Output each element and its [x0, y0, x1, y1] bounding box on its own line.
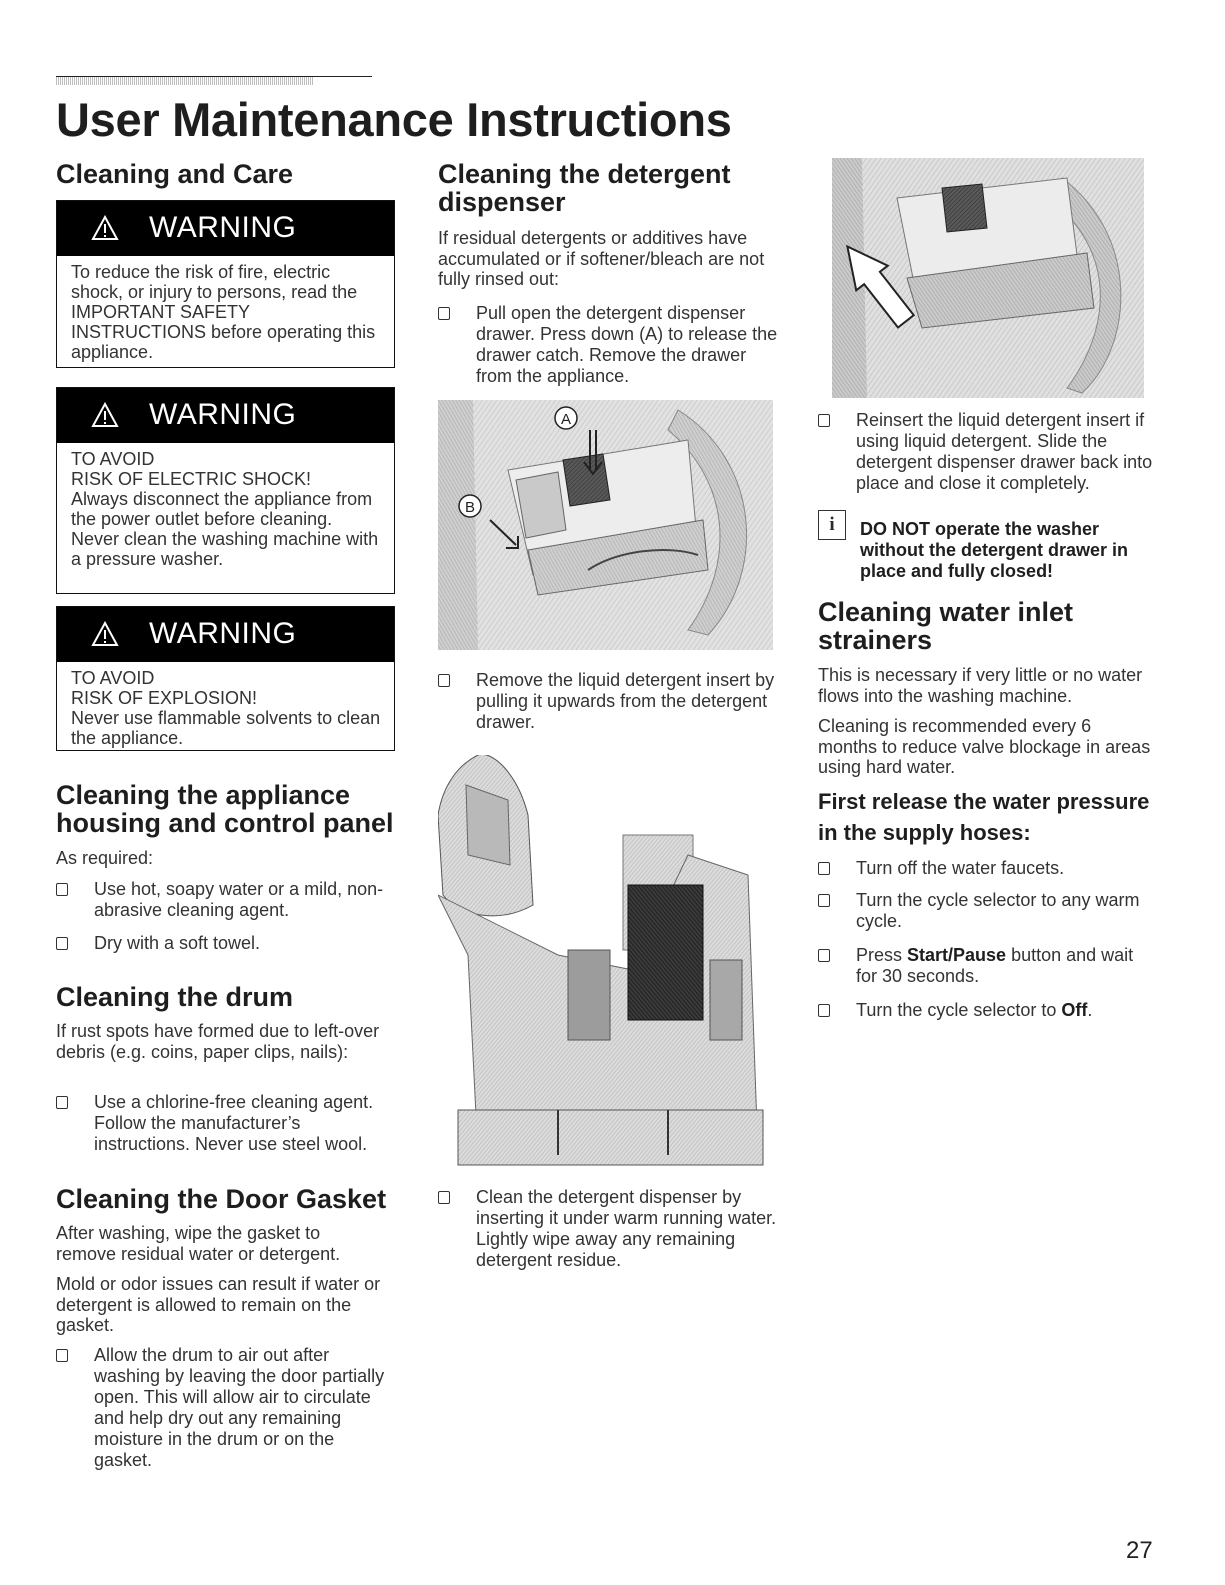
- release-heading: First release the water pressure in the supply hoses:: [818, 789, 1150, 845]
- warning-triangle-icon: [91, 402, 119, 428]
- warning-header: [57, 388, 394, 443]
- note-text: DO NOT operate the washer without the detergent drawer in place and fully closed!: [860, 519, 1129, 581]
- warning-line: RISK OF ELECTRIC SHOCK!: [71, 469, 312, 489]
- warning-box-electric-shock: [56, 387, 395, 594]
- off-label: Off: [1061, 1000, 1088, 1020]
- checkbox-bullet-icon: [438, 1191, 450, 1204]
- list-item: Clean the detergent dispenser by inserting it under warm running water. Lightly wipe away any remaining detergent residue.: [438, 1187, 778, 1271]
- checkbox-bullet-icon: [818, 894, 830, 907]
- dispenser-intro: If residual detergents or additives have accumulated or if softener/bleach are not fully rinsed out:: [438, 228, 765, 289]
- callout-b-label: B: [464, 499, 476, 516]
- warning-line: Never clean the washing machine with a pressure washer.: [71, 529, 379, 569]
- warning-text: To reduce the risk of fire, electric shock, or injury to persons, read the IMPORTANT SAFETY INSTRUCTIONS before operating this appliance.: [71, 262, 376, 362]
- checkbox-bullet-icon: [438, 307, 450, 320]
- strainers-paragraph: This is necessary if very little or no water flows into the washing machine.: [818, 665, 1143, 706]
- warning-line: Never use flammable solvents to clean the appliance.: [71, 708, 381, 748]
- checkbox-bullet-icon: [56, 883, 68, 896]
- warning-box-safety: [56, 200, 395, 368]
- housing-intro: As required:: [56, 848, 154, 868]
- page-title: User Maintenance Instructions: [56, 93, 732, 146]
- list-item: Turn off the water faucets.: [818, 858, 1158, 879]
- list-item: Turn the cycle selector to Off.: [818, 1000, 1158, 1021]
- warning-label: WARNING: [149, 211, 297, 244]
- warning-header: [57, 607, 394, 662]
- start-pause-label: Start/Pause: [907, 945, 1007, 965]
- warning-triangle-icon: [91, 215, 119, 241]
- checkbox-bullet-icon: [818, 949, 830, 962]
- dispenser-drawer-illustration: [438, 400, 773, 650]
- reinsert-drawer-illustration: [832, 158, 1144, 398]
- gasket-heading: Cleaning the Door Gasket: [56, 1184, 387, 1214]
- checkbox-bullet-icon: [438, 674, 450, 687]
- list-item: Press Start/Pause button and wait for 30 seconds.: [818, 945, 1158, 987]
- list-item: Pull open the detergent dispenser drawer. Press down (A) to release the drawer catch. Remove the drawer from the appliance.: [438, 303, 778, 387]
- warning-box-explosion: [56, 606, 395, 751]
- warning-line: RISK OF EXPLOSION!: [71, 688, 258, 708]
- strainers-heading: Cleaning water inlet strainers: [818, 597, 1074, 655]
- list-item: Dry with a soft towel.: [56, 933, 396, 954]
- checkbox-bullet-icon: [56, 937, 68, 950]
- list-item: Remove the liquid detergent insert by pulling it upwards from the detergent drawer.: [438, 670, 778, 733]
- list-item: Use hot, soapy water or a mild, non-abrasive cleaning agent.: [56, 879, 396, 921]
- checkbox-bullet-icon: [56, 1096, 68, 1109]
- dispenser-heading: Cleaning the detergent dispenser: [438, 159, 731, 217]
- checkbox-bullet-icon: [818, 414, 830, 427]
- cleaning-care-heading: Cleaning and Care: [56, 159, 294, 189]
- strainers-paragraph: Cleaning is recommended every 6 months to reduce valve blockage in areas using hard water.: [818, 716, 1151, 777]
- drum-heading: Cleaning the drum: [56, 982, 294, 1012]
- warning-label: WARNING: [149, 617, 297, 650]
- housing-heading: Cleaning the appliance housing and control panel: [56, 780, 394, 838]
- list-item: Allow the drum to air out after washing by leaving the door partially open. This will allow air to circulate and help dry out any remaining moisture in the drum or on the gasket.: [56, 1345, 386, 1471]
- warning-line: TO AVOID: [71, 449, 155, 469]
- list-item: Reinsert the liquid detergent insert if using liquid detergent. Slide the detergent dispenser drawer back into place and close it completely.: [818, 410, 1153, 494]
- header-pattern-bar: [56, 76, 314, 85]
- list-item: Use a chlorine-free cleaning agent. Follow the manufacturer’s instructions. Never use steel wool.: [56, 1092, 401, 1155]
- warning-label: WARNING: [149, 398, 297, 431]
- callout-a-label: A: [560, 411, 572, 428]
- page-number: 27: [1126, 1537, 1153, 1564]
- checkbox-bullet-icon: [818, 1004, 830, 1017]
- info-icon: i: [818, 510, 846, 540]
- checkbox-bullet-icon: [818, 862, 830, 875]
- list-item: Turn the cycle selector to any warm cycle.: [818, 890, 1158, 932]
- checkbox-bullet-icon: [56, 1349, 68, 1362]
- warning-line: TO AVOID: [71, 668, 155, 688]
- gasket-paragraph: After washing, wipe the gasket to remove residual water or detergent.: [56, 1223, 341, 1264]
- drum-intro: If rust spots have formed due to left-over debris (e.g. coins, paper clips, nails):: [56, 1021, 380, 1062]
- gasket-paragraph: Mold or odor issues can result if water or detergent is allowed to remain on the gasket.: [56, 1274, 381, 1335]
- warning-line: Always disconnect the appliance from the power outlet before cleaning.: [71, 489, 373, 529]
- warning-triangle-icon: [91, 621, 119, 647]
- header-rule: [56, 76, 372, 77]
- liquid-insert-illustration: [438, 755, 778, 1170]
- warning-header: [57, 201, 394, 256]
